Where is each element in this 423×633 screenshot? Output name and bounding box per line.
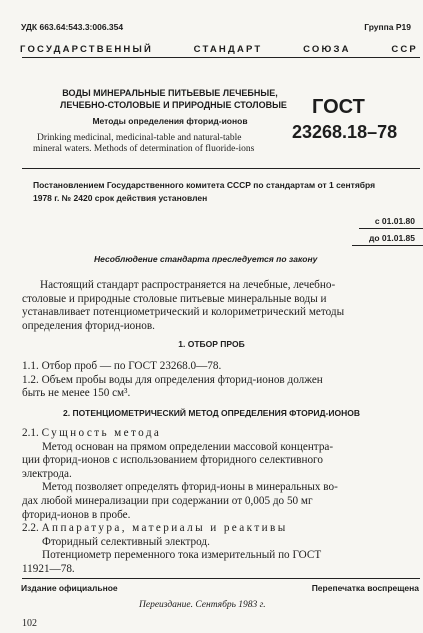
text-line: Потенциометр переменного тока измерительный по ГОСТ: [42, 549, 322, 562]
title-ru-line2: ЛЕЧЕБНО-СТОЛОВЫЕ И ПРИРОДНЫЕ СТОЛОВЫЕ: [60, 100, 287, 110]
validity-divider: [359, 228, 423, 229]
title-ru-method: Методы определения фторид-ионов: [92, 116, 248, 126]
validity-from: с 01.01.80: [374, 216, 415, 226]
gost-number: 23268.18–78: [292, 122, 398, 142]
validity-to: до 01.01.85: [368, 233, 415, 243]
section-heading: 1. ОТБОР ПРОБ: [178, 339, 245, 349]
text-line: Настоящий стандарт распространяется на лечебные, лечебно-: [40, 279, 336, 291]
banner-word: СТАНДАРТ: [193, 44, 263, 55]
validity-divider: [352, 245, 423, 246]
title-en-line2: mineral waters. Methods of determination of fluoride-ions: [33, 144, 255, 154]
text-line: ции фторид-ионов с использованием фторидного селективного: [22, 454, 323, 467]
text-line: 1.1. Отбор проб — по ГОСТ 23268.0—78.: [22, 360, 222, 372]
official-edition-label: Издание официальное: [21, 583, 118, 593]
group-code: Группа Р19: [364, 22, 411, 32]
text-line: электрода.: [22, 467, 72, 480]
section-heading: 2. ПОТЕНЦИОМЕТРИЧЕСКИЙ МЕТОД ОПРЕДЕЛЕНИЯ ФТОРИД-ИОНОВ: [63, 408, 360, 418]
clause-number: 2.2.: [22, 522, 39, 535]
page-number: 102: [22, 618, 37, 629]
text-line: 11921—78.: [22, 562, 75, 575]
banner-word: ССР: [391, 44, 418, 55]
reprint-prohibited-label: Перепечатка воспрещена: [311, 583, 419, 593]
clause-2-1-heading: [22, 427, 422, 441]
title-en-line1: Drinking medicinal, medicinal-table and natural-table: [37, 133, 242, 143]
text-line: Фторидный селективный электрод.: [42, 535, 210, 548]
decree-line1: Постановлением Государственного комитета СССР по стандартам от 1 сентября: [33, 180, 376, 190]
reissue-note: Переиздание. Сентябрь 1983 г.: [139, 600, 266, 610]
clause-number: 2.1.: [22, 427, 39, 439]
udk-code: УДК 663.64:543.3:006.354: [21, 22, 124, 32]
gost-label: ГОСТ: [312, 96, 365, 118]
text-line: определения фторид-ионов.: [22, 319, 155, 332]
clause-2-2-heading: [22, 522, 422, 536]
clause-title: Сущность метода: [41, 427, 162, 439]
section1-body: [22, 360, 422, 401]
text-line: Метод позволяет определять фторид-ионы в минеральных во-: [42, 481, 338, 494]
decree-line2: 1978 г. № 2420 срок действия установлен: [33, 193, 208, 203]
title-ru-line1: ВОДЫ МИНЕРАЛЬНЫЕ ПИТЬЕВЫЕ ЛЕЧЕБНЫЕ,: [62, 88, 278, 98]
title-rule: [22, 168, 420, 169]
clause-title: Аппаратура, материалы и реактивы: [41, 522, 288, 535]
text-line: 1.2. Объем пробы воды для определения фторид-ионов должен: [22, 373, 323, 386]
text-line: дах любой минерализации при содержании от 0,005 до 50 мг: [22, 494, 313, 507]
footer-rule: [22, 578, 420, 579]
state-standard-banner: [20, 44, 418, 55]
text-line: быть не менее 150 см³.: [22, 387, 131, 400]
text-line: устанавливает потенциометрический и колориметрический методы: [22, 306, 345, 319]
text-line: Метод основан на прямом определении массовой концентра-: [42, 440, 334, 453]
nonobservance-note: Несоблюдение стандарта преследуется по закону: [94, 254, 318, 264]
banner-word: ГОСУДАРСТВЕННЫЙ: [20, 44, 154, 55]
text-line: фторид-ионов в пробе.: [22, 508, 131, 521]
section2-body: [22, 427, 422, 577]
intro-paragraph: [22, 279, 422, 333]
header-rule: [22, 57, 420, 58]
banner-word: СОЮЗА: [303, 44, 351, 55]
text-line: столовые и природные столовые питьевые минеральные воды и: [22, 292, 327, 305]
